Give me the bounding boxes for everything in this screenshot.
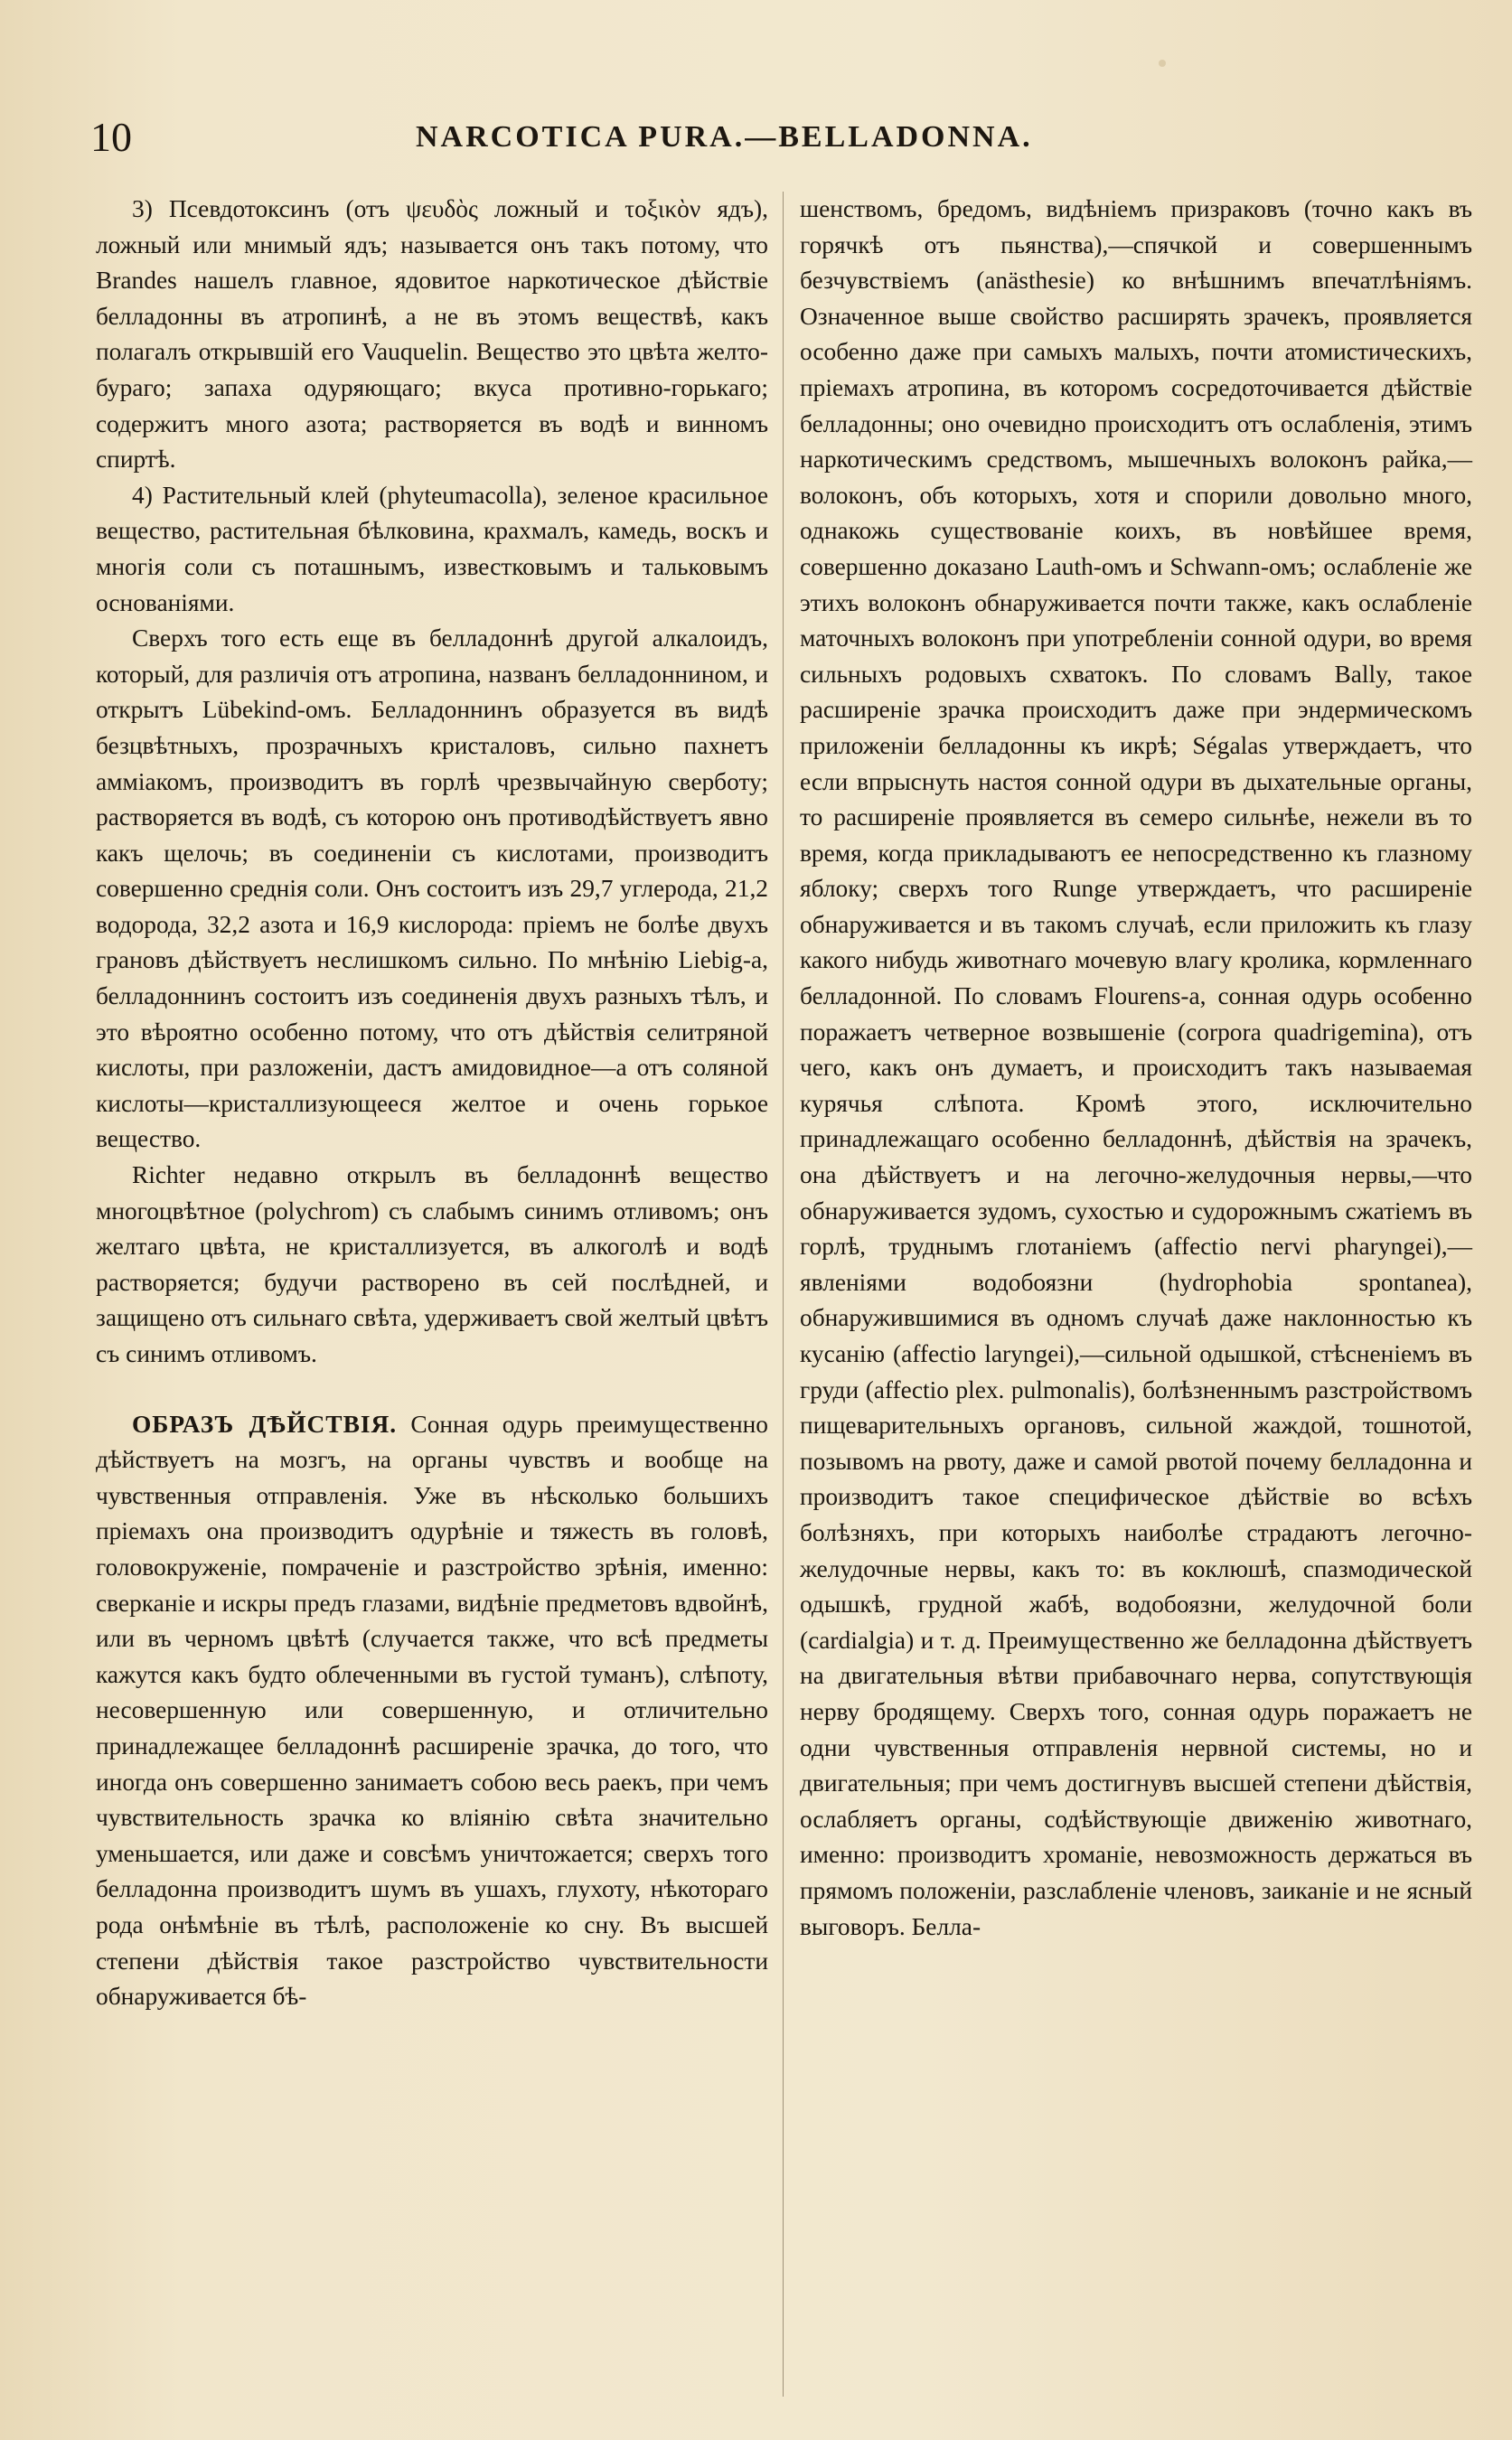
paper-stain xyxy=(1159,60,1166,67)
left-text-column xyxy=(96,192,768,2015)
section-heading: ОБРАЗЪ ДѢЙСТВІЯ. xyxy=(132,1410,398,1438)
column-divider xyxy=(783,192,784,2397)
paragraph-text: шенствомъ, бредомъ, видѣніемъ призраковъ (точно какъ въ горячкѣ отъ пьянства),—спячкой и совершеннымъ безчувствіемъ (anästhesie) ко внѣшнимъ впечатлѣніямъ. Означенное выше свойство расширять зрачекъ, проявляется особенно даже при самыхъ малыхъ, почти атомистическихъ, пріемахъ атропина, въ которомъ сосредоточивается дѣйствіе белладонны; оно очевидно происходитъ отъ ослабленія, этимъ наркотическимъ средствомъ, мышечныхъ волоконъ райка,—волоконъ, объ которыхъ, хотя и спорили довольно много, однакожь существованіе коихъ, въ новѣйшее время, совершенно доказано Lauth-омъ и Schwann-омъ; ослабленіе же этихъ волоконъ обнаруживается почти также, какъ ослабленіе маточныхъ волоконъ при употребленіи сонной одури, во время сильныхъ родовыхъ схватокъ. По словамъ Bally, такое расширеніе зрачка происходитъ даже при эндермическомъ приложеніи белладонны къ икрѣ; Ségalas утверждаетъ, что если впрыснуть настоя сонной одури въ дыхательные органы, то расширеніе проявляется въ семеро сильнѣе, нежели въ то время, когда прикладываютъ ее непосредственно къ глазному яблоку; сверхъ того Runge утверждаетъ, что расширеніе обнаруживается и въ такомъ случаѣ, если приложить къ глазу какого нибудь животнаго мочевую влагу кролика, кормленнаго белладонной. По словамъ Flourens-а, сонная одурь особенно поражаетъ четверное возвышеніе (corpora quadrigemina), отъ чего, какъ онъ думаетъ, и происходитъ такъ называемая курячья слѣпота. Кромѣ этого, исключительно принадлежащаго особенно белладоннѣ, дѣйствія на зрачекъ, она дѣйствуетъ и на легочно-желудочныя нервы,—что обнаруживается зудомъ, сухостью и судорожнымъ сжатіемъ въ горлѣ, труднымъ глотаніемъ (affectio nervi pharyngei),— явленіями водобоязни (hydrophobia spontanea), обнаружившимися въ одномъ случаѣ даже наклонностью къ кусанію (affectio laryngei),—сильной одышкой, стѣсненіемъ въ груди (affectio plex. pulmonalis), болѣзненнымъ разстройствомъ пищеварительныхъ органовъ, сильной жаждой, тошнотой, позывомъ на рвоту, даже и самой рвотой почему белладонна и производитъ такое специфическое дѣйствіе во всѣхъ болѣзняхъ, при которыхъ наиболѣе страдаютъ легочно-желудочные нервы, какъ то: въ коклюшѣ, спазмодической одышкѣ, грудной жабѣ, водобоязни, желудочной боли (cardialgia) и т. д. Преимущественно же белладонна дѣйствуетъ на двигательныя вѣтви прибавочнаго нерва, сопутствующія нерву бродящему. Сверхъ того, сонная одурь поражаетъ не одни чувственныя отправленія нервной системы, но и двигательныя; при чемъ достигнувъ высшей степени дѣйствія, ослабляетъ органы, содѣйствующіе движенію животнаго, именно: производитъ хроманіе, невозможность держаться въ прямомъ положеніи, разслабленіе членовъ, заиканіе и не ясный выговоръ. Белла- xyxy=(800,195,1472,1940)
paragraph xyxy=(800,192,1472,1945)
paragraph-text: Richter недавно открылъ въ белладоннѣ вещество многоцвѣтное (polychrom) съ слабымъ синимъ отливомъ; онъ желтаго цвѣта, не кристаллизуется, въ алкоголѣ и водѣ растворяется; будучи растворено въ сей послѣдней, и защищено отъ сильнаго свѣта, удерживаетъ свой желтый цвѣтъ съ синимъ отливомъ. xyxy=(96,1161,768,1367)
right-text-column xyxy=(800,192,1472,1945)
paragraph xyxy=(96,192,768,478)
paragraph xyxy=(96,478,768,621)
page-number: 10 xyxy=(90,114,132,160)
paragraph-text: Сверхъ того есть еще въ белладоннѣ другой алкалоидъ, который, для различія отъ атропина, названъ белладоннином, и открытъ Lübekind-омъ. Белладоннинъ образуется въ видѣ безцвѣтныхъ, прозрачныхъ кристаловъ, сильно пахнетъ амміакомъ, производитъ въ горлѣ чрезвычайную сверботу; растворяется въ водѣ, съ которою онъ противодѣйствуетъ явно какъ щелочь; въ соединеніи съ кислотами, производитъ совершенно среднія соли. Онъ состоитъ изъ 29,7 углерода, 21,2 водорода, 32,2 азота и 16,9 кислорода: пріемъ не болѣе двухъ грановъ дѣйствуетъ неслишкомъ сильно. По мнѣнію Liebig-а, белладоннинъ состоитъ изъ соединенія двухъ разныхъ тѣлъ, и это вѣроятно особенно потому, что отъ дѣйствія селитряной кислоты, при разложеніи, дастъ амидовидное—а отъ соляной кислоты—кристаллизующееся желтое и очень горькое вещество. xyxy=(96,624,768,1153)
paragraph-text: Сонная одурь преимущественно дѣйствуетъ на мозгъ, на органы чувствъ и вообще на чувственныя отправленія. Уже въ нѣсколько большихъ пріемахъ она производитъ одурѣніе и тяжесть въ головѣ, головокруженіе, помраченіе и разстройство зрѣнія, именно: сверканіе и искры предъ глазами, видѣніе предметовъ вдвойнѣ, или въ черномъ цвѣтѣ (случается также, что всѣ предметы кажутся какъ будто облеченными въ густой туманъ), слѣпоту, несовершенную или совершенную, и отличительно принадлежащее белладоннѣ расширеніе зрачка, до того, что иногда онъ совершенно занимаетъ собою весь раекъ, при чемъ чувствительность зрачка ко вліянію свѣта значительно уменьшается, или даже и совсѣмъ уничтожается; сверхъ того белладонна производитъ шумъ въ ушахъ, глухоту, нѣкотораго рода онѣмѣніе въ тѣлѣ, расположеніе ко сну. Въ высшей степени дѣйствія такое разстройство чувствительности обнаруживается бѣ- xyxy=(96,1410,768,2011)
paragraph xyxy=(96,1158,768,1373)
paragraph-text: 3) Псевдотоксинъ (отъ ψευδὸς ложный и τοξικὸν ядъ), ложный или мнимый ядъ; называется онъ такъ потому, что Brandes нашелъ главное, ядовитое наркотическое дѣйствіе белладонны въ атропинѣ, а не въ этомъ веществѣ, какъ полагалъ открывшій его Vauquelin. Вещество это цвѣта желто-бураго; запаха одуряющаго; вкуса противно-горькаго; содержитъ много азота; растворяется въ водѣ и винномъ спиртѣ. xyxy=(96,195,768,474)
paragraph-text: 4) Растительный клей (phyteumacolla), зеленое красильное вещество, растительная бѣлковина, крахмалъ, камедь, воскъ и многія соли съ поташнымъ, известковымъ и тальковымъ основаніями. xyxy=(96,481,768,616)
paragraph xyxy=(96,1407,768,2015)
running-title: NARCOTICA PURA.—BELLADONNA. xyxy=(416,120,1033,154)
paragraph xyxy=(96,621,768,1158)
running-header xyxy=(90,110,1428,164)
